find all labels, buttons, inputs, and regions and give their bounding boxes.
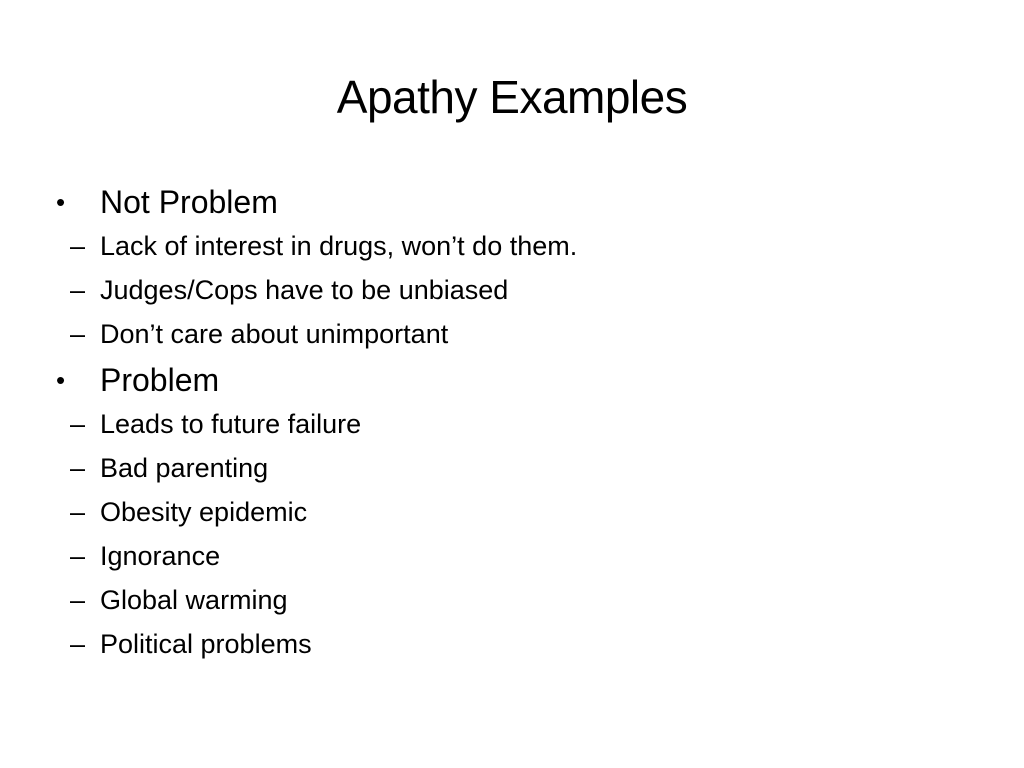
list-item-text: Lack of interest in drugs, won’t do them. bbox=[100, 231, 578, 261]
list-item-text: Judges/Cops have to be unbiased bbox=[100, 275, 509, 305]
list-item bbox=[56, 622, 976, 666]
list-item bbox=[56, 578, 976, 622]
list-item-text: Leads to future failure bbox=[100, 409, 362, 439]
sub-list-container bbox=[56, 402, 976, 666]
list-item-text: Ignorance bbox=[100, 541, 221, 571]
list-item bbox=[56, 534, 976, 578]
bullet-icon: • bbox=[56, 187, 66, 217]
list-item-text: Political problems bbox=[100, 629, 312, 659]
list-item bbox=[56, 224, 976, 268]
dash-icon: – bbox=[70, 319, 86, 349]
section-heading: Problem bbox=[100, 362, 220, 398]
dash-icon: – bbox=[70, 231, 86, 261]
slide-title: Apathy Examples bbox=[336, 71, 688, 123]
list-item bbox=[56, 312, 976, 356]
section-heading: Not Problem bbox=[100, 184, 278, 220]
dash-icon: – bbox=[70, 497, 86, 527]
list-item-text: Obesity epidemic bbox=[100, 497, 308, 527]
list-item-text: Bad parenting bbox=[100, 453, 269, 483]
dash-icon: – bbox=[70, 275, 86, 305]
sub-list bbox=[56, 402, 976, 666]
dash-icon: – bbox=[70, 585, 86, 615]
bullet-icon: • bbox=[56, 365, 66, 395]
section-not-problem bbox=[56, 180, 976, 224]
list-item-text: Don’t care about unimportant bbox=[100, 319, 449, 349]
sub-list bbox=[56, 224, 976, 356]
list-item-text: Global warming bbox=[100, 585, 288, 615]
section-problem bbox=[56, 358, 976, 402]
list-item bbox=[56, 490, 976, 534]
dash-icon: – bbox=[70, 629, 86, 659]
dash-icon: – bbox=[70, 409, 86, 439]
dash-icon: – bbox=[70, 541, 86, 571]
list-item bbox=[56, 268, 976, 312]
list-item bbox=[56, 402, 976, 446]
dash-icon: – bbox=[70, 453, 86, 483]
list-item bbox=[56, 446, 976, 490]
bullet-list bbox=[56, 180, 976, 666]
sub-list-container bbox=[56, 224, 976, 356]
